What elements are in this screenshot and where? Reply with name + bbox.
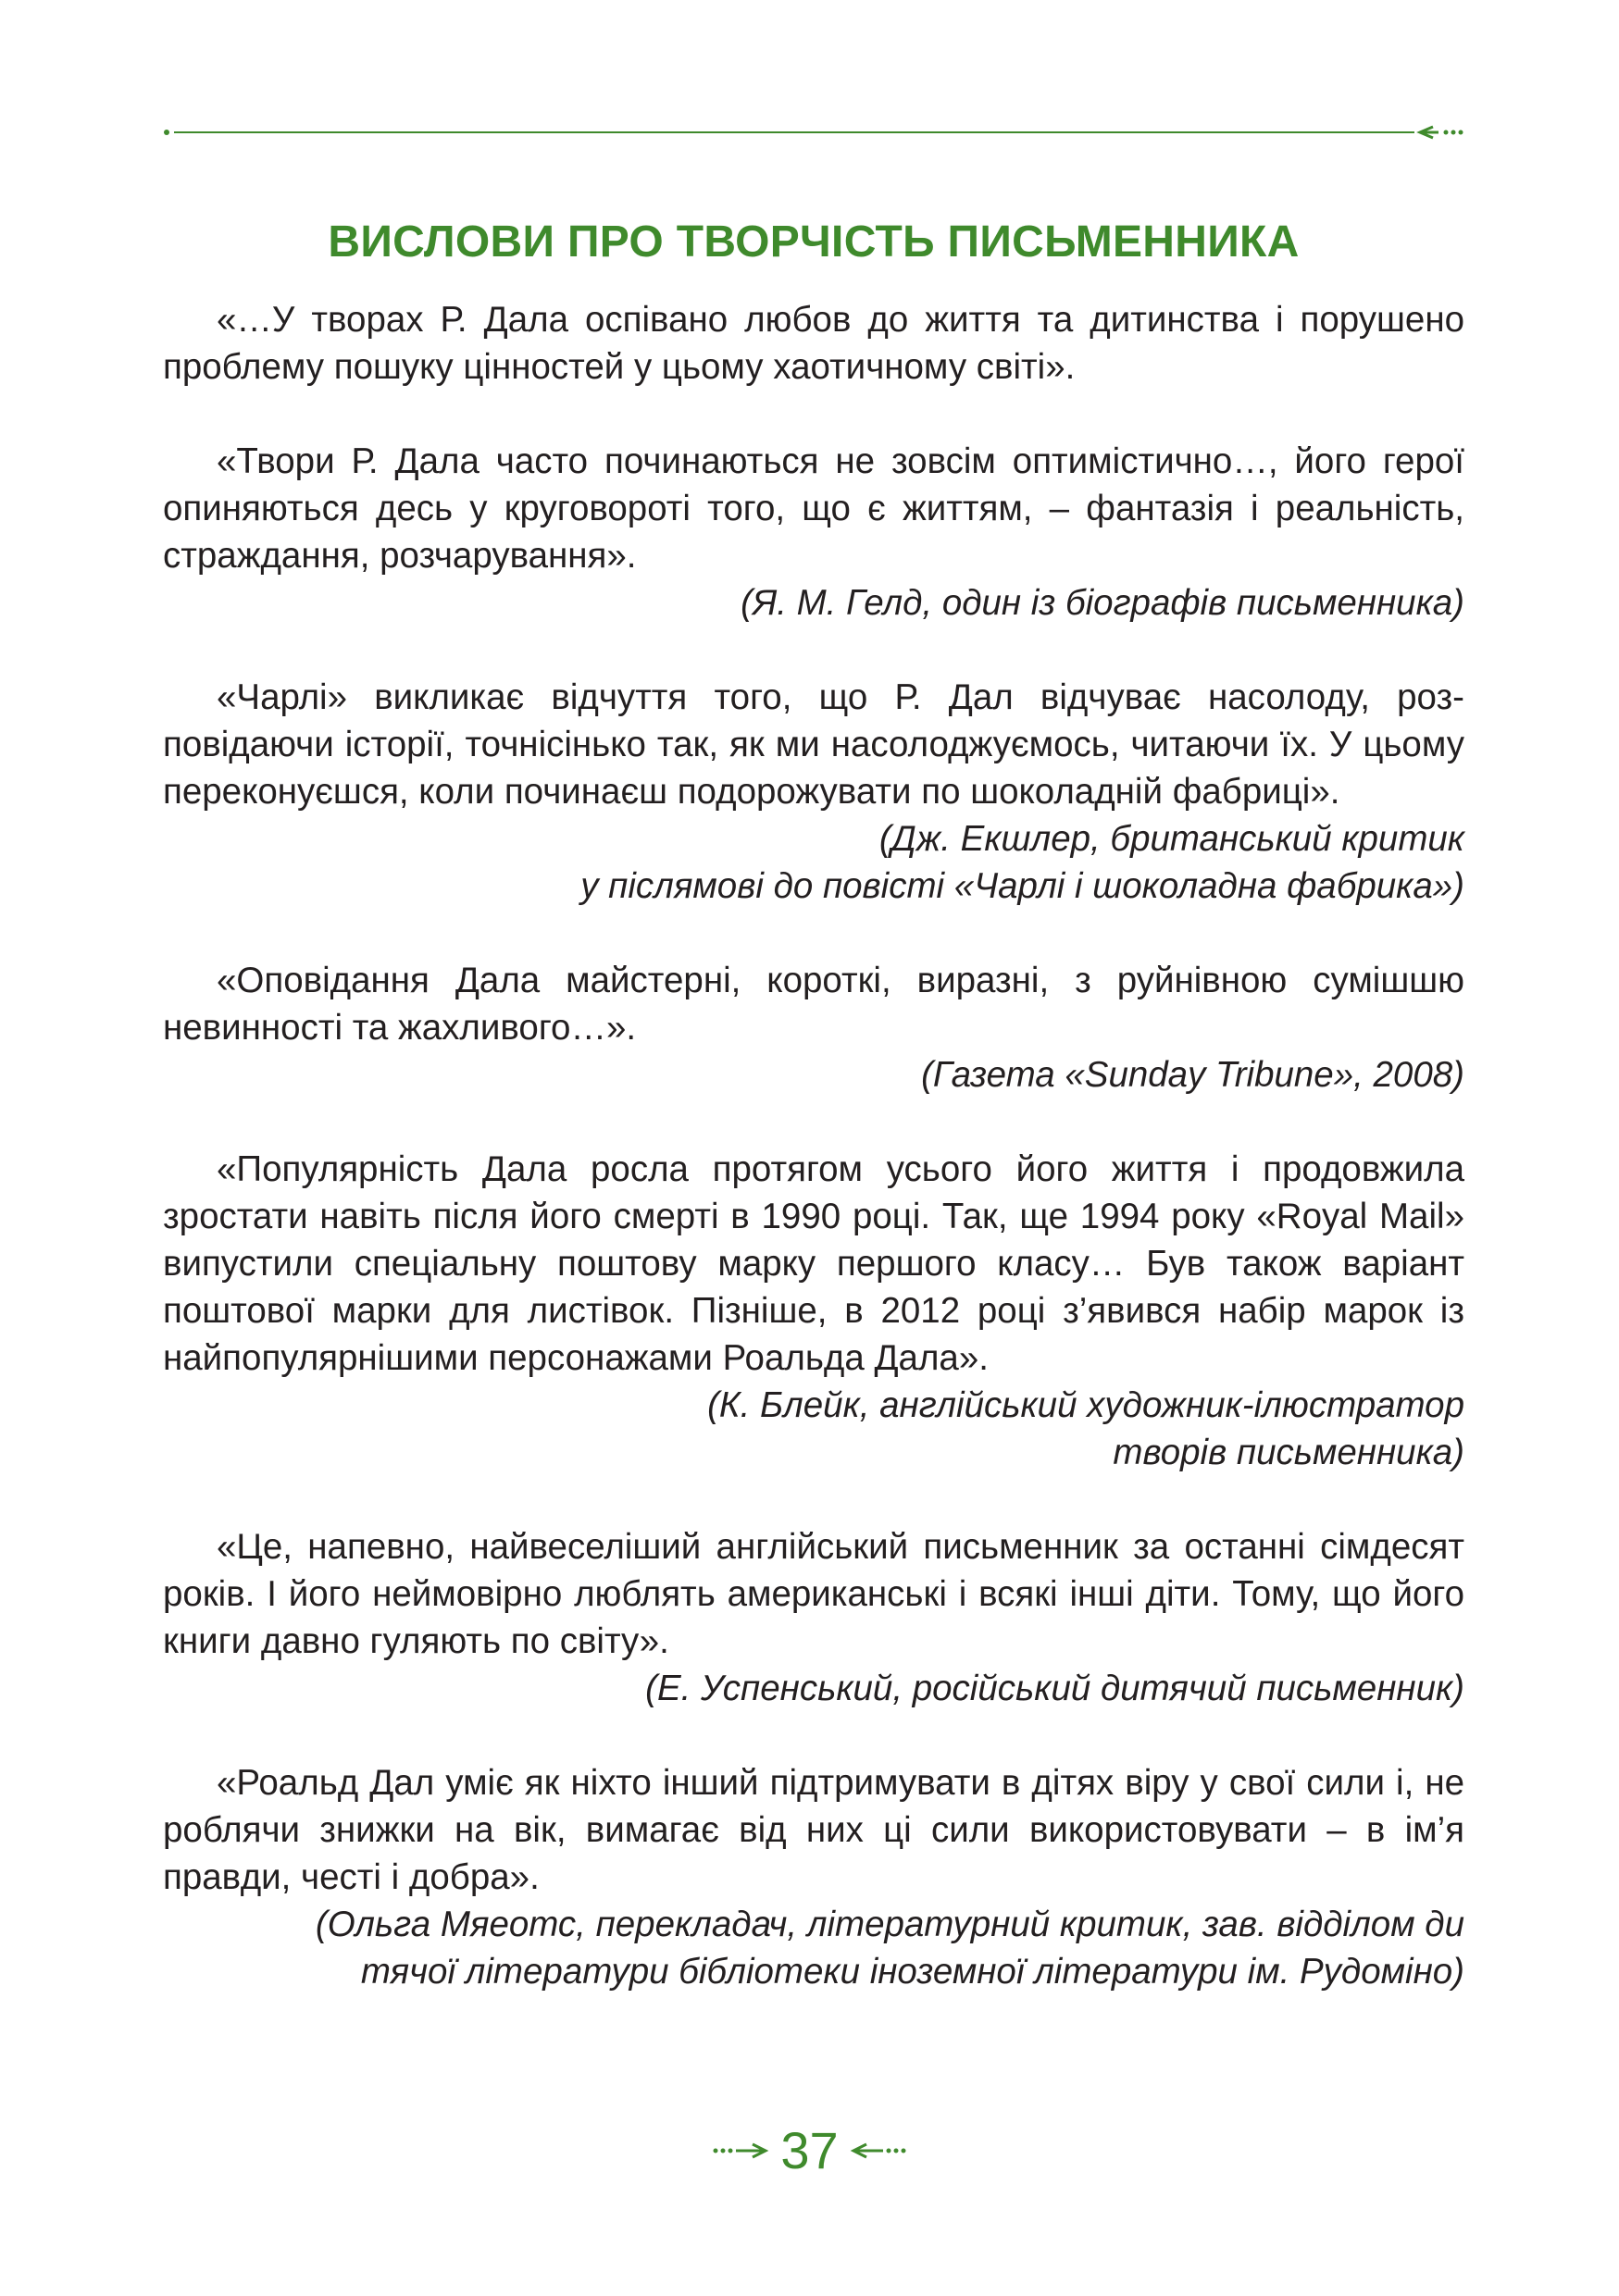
page-number: 37	[780, 2121, 839, 2179]
right-arrow-ornament-icon	[712, 2140, 771, 2162]
quote-4-attribution: (Газета «Sunday Tribune», 2008)	[921, 1055, 1464, 1095]
quote-5-text: «Популярність Дала росла протягом усього його життя і продовжила зростати навіть після його смерті в 1990 році. Так, ще 1994 року «Royal Mail» випустили спеціальну поштову марку першого класу… Був також варіант поштової марки для листівок. Пізніше, в 2012 році з’явився набір марок із найпопулярнішими персонажами Роальда Дала».	[163, 1149, 1464, 1378]
page-title: ВИСЛОВИ ПРО ТВОРЧІСТЬ ПИСЬМЕННИКА	[328, 217, 1300, 267]
quote-5-attribution-line-1: (К. Блейк, англійський художник-ілюстратор	[707, 1385, 1464, 1425]
page-footer	[0, 2121, 1619, 2180]
quote-3-attribution-line-1: (Дж. Екшлер, британський критик	[878, 819, 1464, 859]
left-arrow-ornament-icon	[848, 2140, 907, 2162]
quote-7-text: «Роальд Дал уміє як ніхто інший підтримувати в дітях віру у свої сили і, не роблячи знижки на вік, вимагає від них ці сили використовувати – в ім’я правди, честі і добра».	[163, 1763, 1464, 1897]
quote-6-text: «Це, напевно, найвеселіший англійський письменник за останні сімдесят років. І його неймовірно люблять американські і всякі інші діти. Тому, що його книги давно гуляють по світу».	[163, 1527, 1464, 1661]
quote-7-attribution-line-2: тячої літератури бібліотеки іноземної літератури ім. Рудоміно)	[360, 1952, 1464, 1992]
dotted-line-with-arrow-icon	[163, 118, 1464, 146]
quote-2-text: «Твори Р. Дала часто починаються не зовсім оптимістично…, його герої опиняються десь у круговороті того, що є життям, – фантазія і реальність, страждання, розчарування».	[163, 441, 1464, 576]
quote-2-attribution: (Я. М. Гелд, один із біографів письменника)	[741, 583, 1464, 623]
quotes-section	[163, 296, 1464, 1995]
quote-3-text: «Чарлі» викликає відчуття того, що Р. Дал відчуває насолоду, розповідаючи історії, точнісінько так, як ми насолоджуємось, читаючи їх. У цьому переконуєшся, коли починаєш подорожувати по шоколадній фабриці».	[163, 677, 1464, 812]
quote-1-text: «…У творах Р. Дала оспівано любов до життя та дитинства і порушено проблему пошуку цінностей у цьому хаотичному світі».	[163, 300, 1464, 387]
quote-5-attribution-line-2: творів письменника)	[1113, 1433, 1464, 1472]
quote-6-attribution: (Е. Успенський, російський дитячий письменник)	[645, 1669, 1464, 1708]
quote-7-attribution-line-1: (Ольга Мяеотс, перекладач, літературний критик, зав. відділом ди	[315, 1905, 1464, 1944]
quote-3-attribution-line-2: у післямові до повісті «Чарлі і шоколадна фабрика»)	[580, 866, 1464, 906]
quote-4-text: «Оповідання Дала майстерні, короткі, виразні, з руйнівною сумішшю невинності та жахливого…».	[163, 961, 1464, 1048]
